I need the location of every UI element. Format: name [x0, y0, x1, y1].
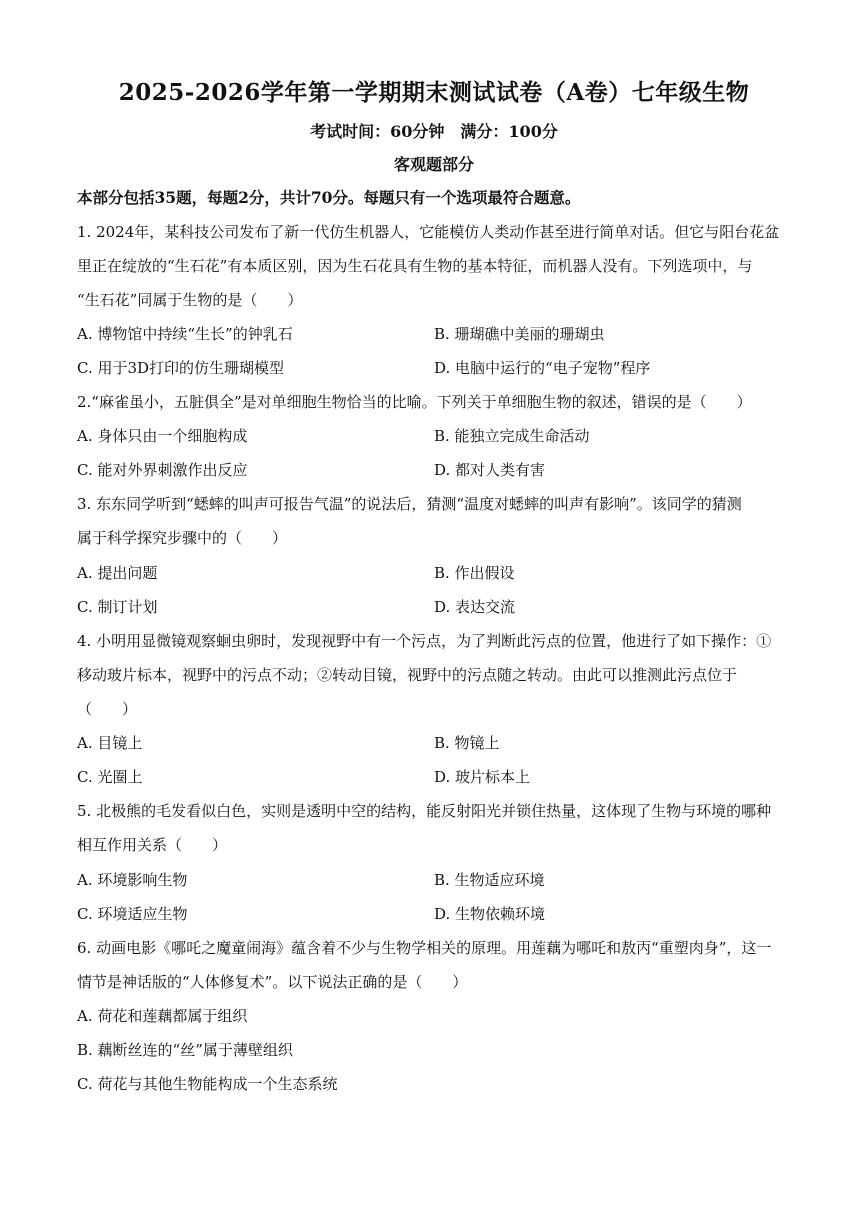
question-1-option-c: C. 用于3D打印的仿生珊瑚模型	[77, 359, 285, 377]
question-1-option-a: A. 博物馆中持续“生长”的钟乳石	[77, 325, 293, 343]
question-2-option-a: A. 身体只由一个细胞构成	[77, 427, 248, 445]
question-6-option-a: A. 荷花和莲藕都属于组织	[77, 1007, 248, 1025]
question-5-line-1: 5. 北极熊的毛发看似白色，实则是透明中空的结构，能反射阳光并锁住热量，这体现了生物与环境的哪种	[77, 802, 772, 820]
question-5-option-b: B. 生物适应环境	[434, 871, 545, 889]
question-3-option-c: C. 制订计划	[77, 598, 158, 616]
question-6-option-c: C. 荷花与其他生物能构成一个生态系统	[77, 1075, 338, 1093]
question-6-line-2: 情节是神话版的“人体修复术”。以下说法正确的是（ ）	[77, 973, 468, 991]
question-4-line-2: 移动玻片标本，视野中的污点不动；②转动目镜，视野中的污点随之转动。由此可以推测此污点位于	[77, 666, 738, 684]
question-5-option-c: C. 环境适应生物	[77, 905, 188, 923]
question-3-option-a: A. 提出问题	[77, 564, 158, 582]
question-6-option-b: B. 藕断丝连的“丝”属于薄壁组织	[77, 1041, 293, 1059]
question-3-option-d: D. 表达交流	[434, 598, 516, 616]
question-4-option-b: B. 物镜上	[434, 734, 500, 752]
section-title: 客观题部分	[393, 155, 474, 174]
question-1-option-b: B. 珊瑚礁中美丽的珊瑚虫	[434, 325, 605, 343]
question-3-line-2: 属于科学探究步骤中的（ ）	[77, 529, 288, 547]
question-5-line-2: 相互作用关系（ ）	[77, 836, 228, 854]
question-1-line-2: 里正在绽放的“生石花”有本质区别，因为生石花具有生物的基本特征，而机器人没有。下列选项中，与	[77, 257, 753, 275]
question-6-line-1: 6. 动画电影《哪吒之魔童闹海》蕴含着不少与生物学相关的原理。用莲藕为哪吒和敖丙“重塑肉身”，这一	[77, 939, 772, 957]
section-note: 本部分包括35题，每题2分，共计70分。每题只有一个选项最符合题意。	[77, 188, 581, 207]
exam-subtitle: 考试时间：60分钟 满分：100分	[310, 122, 558, 141]
question-2-option-c: C. 能对外界刺激作出反应	[77, 461, 248, 479]
question-3-line-1: 3. 东东同学听到“蟋蟀的叫声可报告气温”的说法后，猜测“温度对蟋蟀的叫声有影响”。该同学的猜测	[77, 495, 742, 513]
question-2-option-d: D. 都对人类有害	[434, 461, 546, 479]
question-4-option-d: D. 玻片标本上	[434, 768, 531, 786]
question-4-line-1: 4. 小明用显微镜观察蛔虫卵时，发现视野中有一个污点，为了判断此污点的位置，他进行了如下操作：①	[77, 632, 772, 650]
question-5-option-a: A. 环境影响生物	[77, 871, 188, 889]
question-2-line-1: 2.“麻雀虽小，五脏俱全”是对单细胞生物恰当的比喻。下列关于单细胞生物的叙述，错误的是（ ）	[77, 393, 752, 411]
exam-title: 2025-2026学年第一学期期末测试试卷（A卷）七年级生物	[118, 79, 750, 106]
question-2-option-b: B. 能独立完成生命活动	[434, 427, 590, 445]
question-1-option-d: D. 电脑中运行的“电子宠物”程序	[434, 359, 651, 377]
question-5-option-d: D. 生物依赖环境	[434, 905, 546, 923]
question-3-option-b: B. 作出假设	[434, 564, 515, 582]
question-4-option-c: C. 光圈上	[77, 768, 143, 786]
question-4-line-3: （ ）	[77, 700, 138, 718]
question-4-option-a: A. 目镜上	[77, 734, 143, 752]
question-1-line-1: 1. 2024年，某科技公司发布了新一代仿生机器人，它能模仿人类动作甚至进行简单对话。但它与阳台花盆	[77, 223, 780, 241]
question-1-line-3: “生石花”同属于生物的是（ ）	[77, 291, 303, 309]
